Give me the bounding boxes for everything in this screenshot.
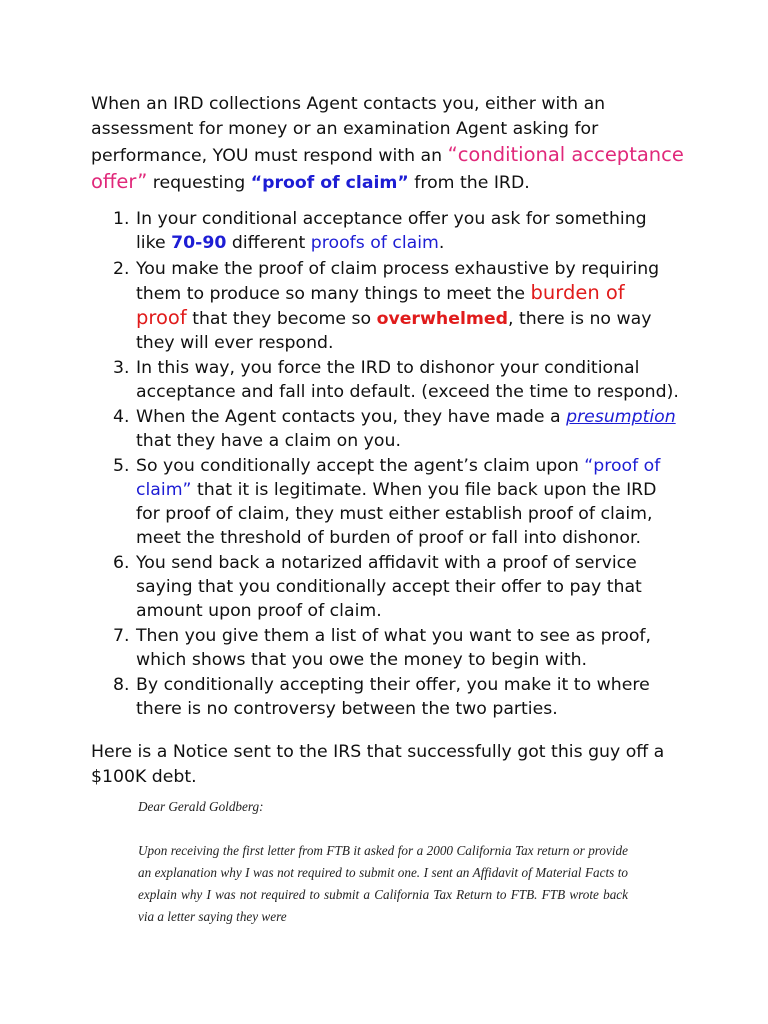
list-item — [91, 624, 681, 672]
list-number: 2. — [113, 259, 130, 279]
step-text: that they become so — [186, 309, 377, 329]
list-number: 3. — [113, 358, 130, 378]
step-text: that they have a claim on you. — [136, 431, 401, 451]
step-text: So you conditionally accept the agent’s claim upon — [136, 456, 585, 476]
list-item — [91, 454, 681, 550]
steps-list — [91, 207, 681, 721]
intro-paragraph — [91, 92, 691, 196]
closing-paragraph: Here is a Notice sent to the IRS that successfully got this guy off a $100K debt. — [91, 742, 665, 787]
step-text: By conditionally accepting their offer, you make it to where there is no controversy between the two parties. — [136, 675, 650, 719]
list-number: 8. — [113, 675, 130, 695]
step-text: In your conditional acceptance offer you ask for something like — [136, 209, 647, 253]
burden-of-proof-highlight: burden of proof — [136, 281, 625, 329]
list-item — [91, 207, 681, 255]
number-range-highlight: 70-90 — [171, 233, 227, 253]
list-number: 4. — [113, 407, 130, 427]
list-number: 1. — [113, 209, 130, 229]
step-text: different — [226, 233, 311, 253]
letter-body: Upon receiving the first letter from FTB it asked for a 2000 California Tax return or provide an explanation why I was not required to submit one. I sent an Affidavit of Material Facts to explain why I was not required to submit a California Tax Return to FTB. FTB wrote back via a letter saying they were — [138, 843, 628, 924]
step-text: that it is legitimate. When you file back upon the IRD for proof of claim, they must either establish proof of claim, meet the threshold of burden of proof or fall into dishonor. — [136, 480, 657, 548]
step-text: You send back a notarized affidavit with a proof of service saying that you conditionally accept their offer to pay that amount upon proof of claim. — [136, 553, 642, 621]
list-number: 5. — [113, 456, 130, 476]
list-item — [91, 405, 681, 453]
overwhelmed-highlight: overwhelmed — [376, 309, 508, 329]
step-text: . — [438, 233, 445, 253]
list-item — [91, 673, 681, 721]
step-text: In this way, you force the IRD to dishonor your conditional acceptance and fall into default. (exceed the time to respond). — [136, 358, 679, 402]
intro-text-1: When an IRD collections Agent contacts you, either with an assessment for money or an examination Agent asking for performance, YOU must respond with an — [91, 94, 606, 166]
letter-salutation: Dear Gerald Goldberg: — [138, 799, 264, 814]
list-item — [91, 257, 681, 355]
list-item — [91, 551, 681, 623]
proofs-of-claim-highlight: proofs of claim — [310, 233, 439, 253]
step-text: You make the proof of claim process exhaustive by requiring them to produce so many things to meet the — [136, 259, 660, 304]
proof-of-claim-quote-highlight: “proof of claim” — [136, 456, 661, 500]
list-number: 6. — [113, 553, 130, 573]
proof-of-claim-phrase: “proof of claim” — [250, 173, 409, 193]
conditional-acceptance-offer-phrase: “conditional acceptance offer” — [91, 143, 684, 193]
intro-text-2: requesting — [147, 173, 251, 193]
step-text: When the Agent contacts you, they have made a — [136, 407, 567, 427]
list-item — [91, 356, 681, 404]
list-number: 7. — [113, 626, 130, 646]
step-text: Then you give them a list of what you want to see as proof, which shows that you owe the money to begin with. — [136, 626, 651, 670]
presumption-link[interactable]: presumption — [566, 407, 676, 427]
intro-text-3: from the IRD. — [408, 173, 530, 193]
step-text: , there is no way they will ever respond. — [136, 309, 652, 353]
